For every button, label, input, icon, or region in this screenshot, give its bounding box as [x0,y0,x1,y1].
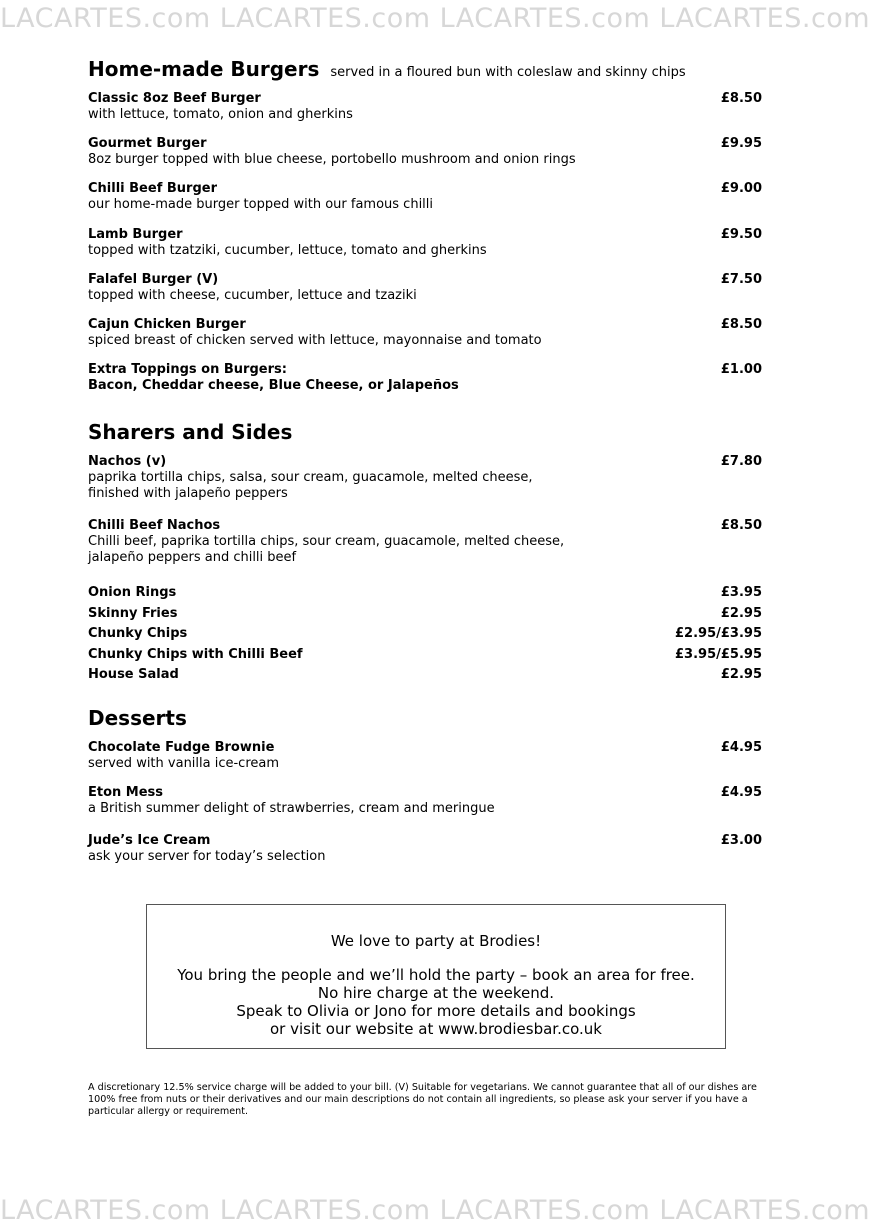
side-item [88,606,762,622]
party-line: You bring the people and we’ll hold the party – book an area for free. [177,966,695,984]
menu-item [88,227,762,259]
item-description: paprika tortilla chips, salsa, sour cream, guacamole, melted cheese, [88,470,533,485]
item-name: Lamb Burger [88,227,183,242]
side-name: Chunky Chips [88,626,188,641]
side-item [88,667,762,683]
item-name: Jude’s Ice Cream [88,833,211,848]
side-price: £3.95 [720,585,762,600]
menu-item [88,272,762,304]
item-name: Chocolate Fudge Brownie [88,740,275,755]
side-item [88,626,762,642]
menu-item [88,785,762,817]
watermark-bottom: LACARTES.com LACARTES.com LACARTES.com LACARTES.com [0,1196,870,1226]
menu-item [88,518,762,566]
item-price: £7.50 [720,272,762,287]
item-name: Nachos (v) [88,454,167,469]
menu-item [88,833,762,865]
item-price: £3.00 [720,833,762,848]
menu-item [88,317,762,349]
item-description: with lettuce, tomato, onion and gherkins [88,107,353,122]
item-name: Chilli Beef Burger [88,181,217,196]
item-price: £4.95 [720,785,762,800]
extras-name: Extra Toppings on Burgers: [88,362,287,377]
side-price: £2.95/£3.95 [675,626,762,641]
item-price: £8.50 [720,91,762,106]
service-charge-footnote: A discretionary 12.5% service charge will be added to your bill. (V) Suitable for vegetarians. We cannot guarantee that all of our dishes are 100% free from nuts or their derivatives and our main descriptions do not contain all ingredients, so please ask your server if you have a particular allergy or requirement. [88,1082,757,1117]
item-description: served with vanilla ice-cream [88,756,280,771]
burgers-title: Home-made Burgers [88,57,320,81]
item-description: jalapeño peppers and chilli beef [88,550,297,565]
side-price: £2.95 [720,606,762,621]
party-line: or visit our website at www.brodiesbar.co.uk [270,1020,602,1038]
item-description: Chilli beef, paprika tortilla chips, sour cream, guacamole, melted cheese, [88,534,565,549]
item-description: finished with jalapeño peppers [88,486,288,501]
item-price: £9.95 [720,136,762,151]
desserts-title: Desserts [88,706,187,730]
party-line: Speak to Olivia or Jono for more details and bookings [236,1002,636,1020]
menu-item [88,181,762,213]
item-description: 8oz burger topped with blue cheese, portobello mushroom and onion rings [88,152,576,167]
watermark-top: LACARTES.com LACARTES.com LACARTES.com LACARTES.com [0,4,870,34]
item-description: a British summer delight of strawberries, cream and meringue [88,801,495,816]
party-headline: We love to party at Brodies! [330,932,542,950]
side-item [88,647,762,663]
extra-toppings [88,362,762,394]
extras-price: £1.00 [720,362,762,377]
item-name: Eton Mess [88,785,164,800]
side-name: Onion Rings [88,585,177,600]
item-name: Cajun Chicken Burger [88,317,246,332]
item-name: Gourmet Burger [88,136,207,151]
menu-item [88,136,762,168]
sharers-title: Sharers and Sides [88,420,293,444]
side-name: Chunky Chips with Chilli Beef [88,647,303,662]
side-price: £3.95/£5.95 [675,647,762,662]
item-price: £9.50 [720,227,762,242]
side-name: House Salad [88,667,179,682]
burgers-subtitle: served in a floured bun with coleslaw and skinny chips [330,65,686,80]
burgers-heading [88,57,762,85]
item-price: £8.50 [720,518,762,533]
item-description: topped with cheese, cucumber, lettuce and tzaziki [88,288,417,303]
item-name: Classic 8oz Beef Burger [88,91,261,106]
extras-detail: Bacon, Cheddar cheese, Blue Cheese, or Jalapeños [88,378,459,393]
item-description: our home-made burger topped with our famous chilli [88,197,434,212]
item-price: £7.80 [720,454,762,469]
side-name: Skinny Fries [88,606,178,621]
party-details [147,966,725,1038]
item-description: ask your server for today’s selection [88,849,326,864]
item-name: Chilli Beef Nachos [88,518,221,533]
item-description: spiced breast of chicken served with lettuce, mayonnaise and tomato [88,333,542,348]
party-info-box [146,904,726,1049]
item-price: £8.50 [720,317,762,332]
side-price: £2.95 [720,667,762,682]
menu-item [88,91,762,123]
item-description: topped with tzatziki, cucumber, lettuce, tomato and gherkins [88,243,487,258]
item-name: Falafel Burger (V) [88,272,219,287]
item-price: £4.95 [720,740,762,755]
menu-item [88,454,762,502]
side-item [88,585,762,601]
menu-item [88,740,762,772]
item-price: £9.00 [720,181,762,196]
party-line: No hire charge at the weekend. [317,984,555,1002]
